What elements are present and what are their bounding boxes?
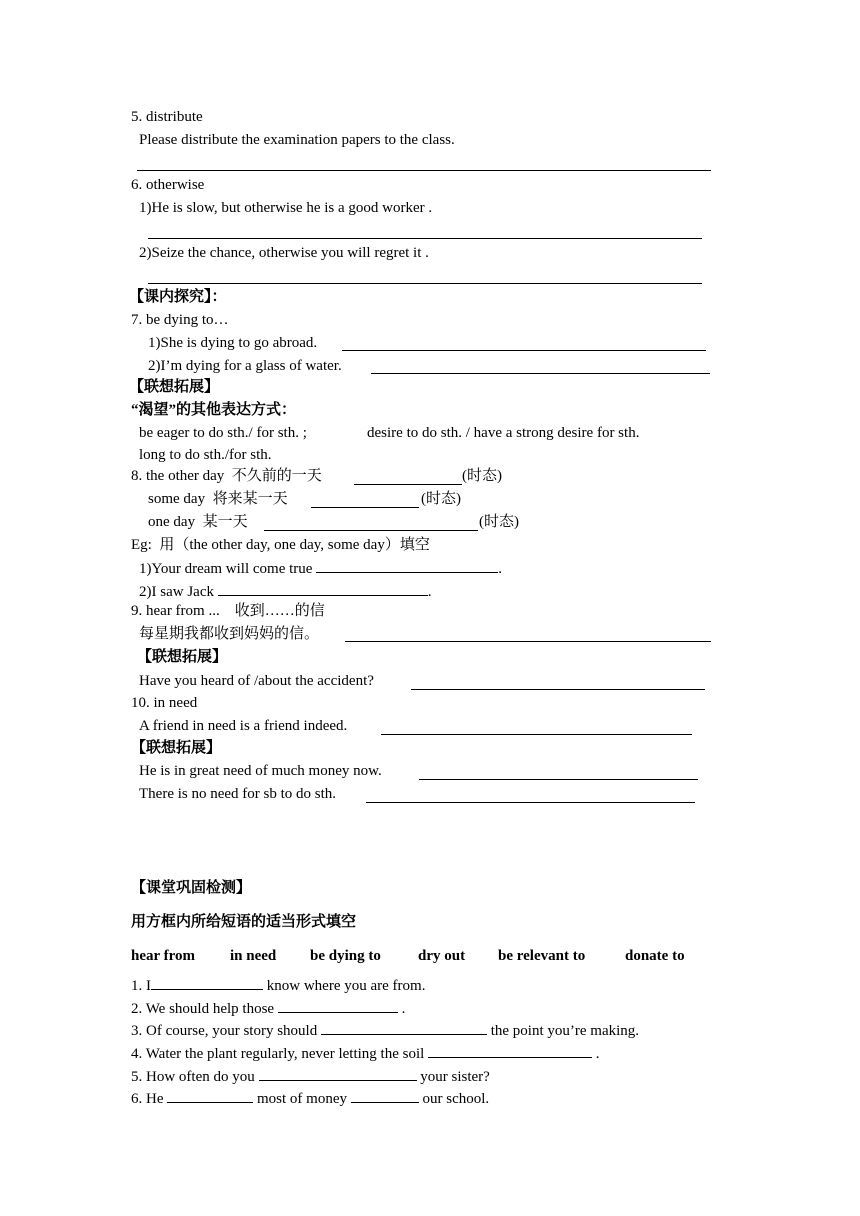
answer-line[interactable]: [137, 170, 711, 171]
phrase-dry-out: dry out: [418, 948, 466, 964]
exercise-6: 6. He most of money our school.: [131, 1088, 489, 1109]
exercise-3: 3. Of course, your story should the point you’re making.: [131, 1020, 639, 1041]
check-heading: 【课堂巩固检测】: [131, 880, 252, 896]
ext1-heading: 【联想拓展】: [129, 379, 220, 395]
answer-line[interactable]: [354, 484, 462, 485]
phrase-hear-from: hear from: [131, 948, 196, 964]
phrase-be-dying-to: be dying to: [310, 948, 381, 964]
s6-item2: 2)Seize the chance, otherwise you will regret it .: [139, 245, 429, 261]
s9-ext-heading: 【联想拓展】: [137, 649, 228, 665]
answer-line[interactable]: [151, 975, 263, 990]
s6-heading: 6. otherwise: [131, 177, 205, 193]
answer-line[interactable]: [366, 802, 695, 803]
s8-row3-tense: (时态): [479, 514, 519, 530]
s10-heading: 10. in need: [131, 695, 198, 711]
exercise-5: 5. How often do you your sister?: [131, 1066, 490, 1087]
answer-line[interactable]: [148, 283, 702, 284]
desire-line1a: be eager to do sth./ for sth. ;: [139, 425, 307, 441]
s9-sentence: 每星期我都收到妈妈的信。: [139, 626, 320, 642]
exercise-4: 4. Water the plant regularly, never letting the soil .: [131, 1043, 600, 1064]
instruction: 用方框内所给短语的适当形式填空: [131, 914, 357, 930]
answer-line[interactable]: [148, 238, 702, 239]
s7-item2: 2)I’m dying for a glass of water.: [148, 358, 342, 374]
desire-heading: “渴望”的其他表达方式：: [131, 402, 297, 418]
phrase-donate-to: donate to: [625, 948, 685, 964]
s8-row1-tense: (时态): [462, 468, 502, 484]
answer-line[interactable]: [311, 507, 419, 508]
answer-line[interactable]: [278, 998, 398, 1013]
s8-row2-tense: (时态): [421, 491, 461, 507]
s9-ext-sentence: Have you heard of /about the accident?: [139, 673, 374, 689]
answer-line[interactable]: [345, 641, 711, 642]
s5-sentence: Please distribute the examination papers to the class.: [139, 132, 455, 148]
s8-eg: Eg: 用（the other day, one day, some day）填空: [131, 537, 430, 553]
exercise-1: 1. I know where you are from.: [131, 975, 425, 996]
answer-line[interactable]: [321, 1020, 487, 1035]
answer-line[interactable]: [419, 779, 698, 780]
answer-line[interactable]: [342, 350, 706, 351]
answer-line[interactable]: [167, 1088, 253, 1103]
s8-eg2: 2)I saw Jack .: [139, 581, 431, 602]
s8-row2-term: some day 将来某一天: [148, 491, 288, 507]
desire-line1b: desire to do sth. / have a strong desire for sth.: [367, 425, 640, 441]
answer-line[interactable]: [218, 581, 428, 596]
exercise-2: 2. We should help those .: [131, 998, 405, 1019]
answer-line[interactable]: [259, 1066, 417, 1081]
s7-item1: 1)She is dying to go abroad.: [148, 335, 318, 351]
s7-heading: 7. be dying to…: [131, 312, 229, 328]
explore-heading: 【课内探究】：: [129, 289, 227, 305]
s5-heading: 5. distribute: [131, 109, 203, 125]
s8-row1-term: 8. the other day 不久前的一天: [131, 468, 322, 484]
answer-line[interactable]: [381, 734, 692, 735]
answer-line[interactable]: [411, 689, 705, 690]
answer-line[interactable]: [316, 558, 498, 573]
answer-line[interactable]: [428, 1043, 592, 1058]
s8-row3-term: one day 某一天: [148, 514, 248, 530]
s6-item1: 1)He is slow, but otherwise he is a good worker .: [139, 200, 433, 216]
s9-heading: 9. hear from ... 收到……的信: [131, 603, 325, 619]
phrase-in-need: in need: [230, 948, 277, 964]
answer-line[interactable]: [351, 1088, 419, 1103]
answer-line[interactable]: [264, 530, 478, 531]
s10-ext2: There is no need for sb to do sth.: [139, 786, 337, 802]
answer-line[interactable]: [371, 373, 710, 374]
s10-sentence: A friend in need is a friend indeed.: [139, 718, 348, 734]
s10-ext-heading: 【联想拓展】: [131, 740, 222, 756]
phrase-be-relevant-to: be relevant to: [498, 948, 586, 964]
desire-line2: long to do sth./for sth.: [139, 447, 272, 463]
s8-eg1: 1)Your dream will come true .: [139, 558, 502, 579]
s10-ext1: He is in great need of much money now.: [139, 763, 382, 779]
